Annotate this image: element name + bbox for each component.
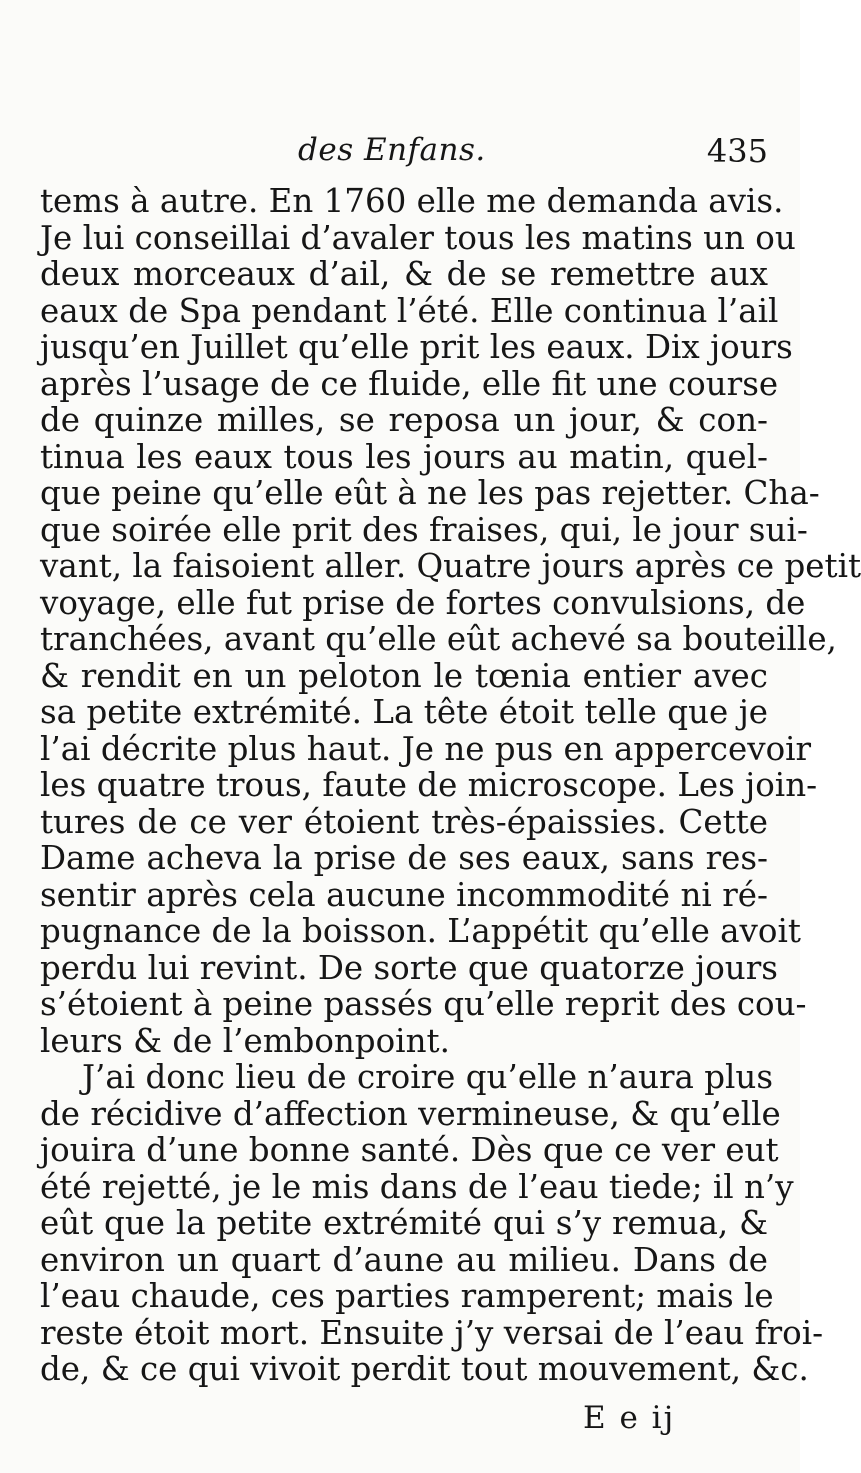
text-line: après l’usage de ce fluide, elle fit une course bbox=[40, 364, 779, 403]
text-line: tures de ce ver étoient très-épaissies. Cette bbox=[40, 802, 768, 841]
text-line: sa petite extrémité. La tête étoit telle que je bbox=[40, 693, 768, 731]
text-line: Je lui conseillai d’avaler tous les matins un ou bbox=[40, 218, 796, 257]
text-line: de, & ce qui vivoit perdit tout mouvement, &c. bbox=[40, 1350, 809, 1388]
text-line: deux morceaux d’ail, & de se remettre aux bbox=[40, 255, 768, 293]
page-header bbox=[40, 132, 768, 182]
text-line: l’ai décrite plus haut. Je ne pus en appercevoir bbox=[40, 729, 812, 768]
text-line: voyage, elle fut prise de fortes convulsions, de bbox=[40, 583, 806, 622]
running-title: des Enfans. bbox=[298, 132, 486, 168]
text-line: environ un quart d’aune au milieu. Dans de bbox=[40, 1240, 768, 1279]
text-line: tinua les eaux tous les jours au matin, quel- bbox=[40, 437, 768, 476]
text-line: été rejetté, je le mis dans de l’eau tiede; il n’y bbox=[40, 1167, 794, 1206]
text-line: vant, la faisoient aller. Quatre jours après ce petit bbox=[40, 547, 861, 585]
paragraph-end-line: leurs & de l’embonpoint. bbox=[40, 1021, 450, 1060]
text-line: eût que la petite extrémité qui s’y remua, & bbox=[40, 1204, 768, 1242]
text-line: que soirée elle prit des fraises, qui, le jour sui- bbox=[40, 510, 808, 549]
text-line: & rendit en un peloton le tœnia entier avec bbox=[40, 656, 768, 695]
text-line: sentir après cela aucune incommodité ni ré- bbox=[40, 875, 768, 914]
signature-mark: E e ij bbox=[583, 1400, 676, 1436]
text-line: eaux de Spa pendant l’été. Elle continua l’ail bbox=[40, 291, 779, 330]
text-line: pugnance de la boisson. L’appétit qu’elle avoit bbox=[40, 912, 801, 950]
paragraph-start-line: J’ai donc lieu de croire qu’elle n’aura plus bbox=[82, 1058, 774, 1096]
text-line: de récidive d’affection vermineuse, & qu’elle bbox=[40, 1094, 781, 1133]
text-line: les quatre trous, faute de microscope. Les join- bbox=[40, 766, 818, 804]
body-text bbox=[40, 182, 861, 1388]
text-line: jouira d’une bonne santé. Dès que ce ver eut bbox=[40, 1131, 779, 1169]
text-line: de quinze milles, se reposa un jour, & con- bbox=[40, 401, 768, 439]
text-line: l’eau chaude, ces parties ramperent; mais le bbox=[40, 1277, 774, 1315]
text-line: Dame acheva la prise de ses eaux, sans res- bbox=[40, 839, 768, 877]
text-line: jusqu’en Juillet qu’elle prit les eaux. Dix jours bbox=[40, 328, 793, 366]
text-line: reste étoit mort. Ensuite j’y versai de l’eau froi- bbox=[40, 1313, 824, 1352]
text-line: que peine qu’elle eût à ne les pas rejetter. Cha- bbox=[40, 474, 820, 512]
text-line: perdu lui revint. De sorte que quatorze jours bbox=[40, 948, 778, 987]
page-number: 435 bbox=[706, 132, 768, 170]
text-line: s’étoient à peine passés qu’elle reprit des cou- bbox=[40, 985, 807, 1023]
text-line: tems à autre. En 1760 elle me demanda avis. bbox=[40, 182, 784, 220]
text-line: tranchées, avant qu’elle eût achevé sa bouteille, bbox=[40, 620, 837, 658]
